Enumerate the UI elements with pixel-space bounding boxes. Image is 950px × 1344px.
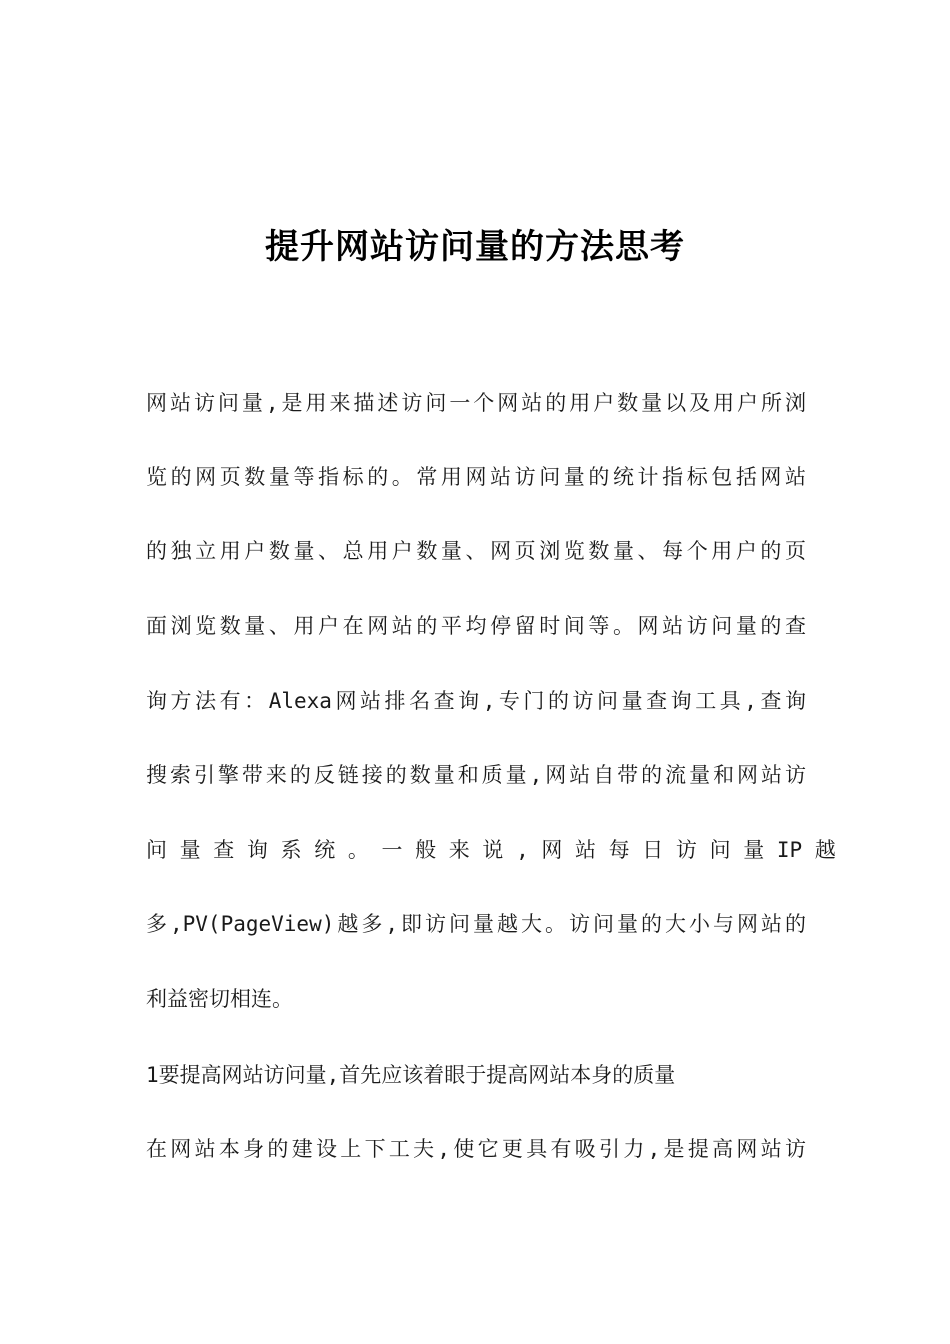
paragraph-line: 览的网页数量等指标的。常用网站访问量的统计指标包括网站	[146, 465, 806, 489]
paragraph-line: 搜索引擎带来的反链接的数量和质量,网站自带的流量和网站访	[146, 763, 806, 787]
paragraph-line: 面浏览数量、用户在网站的平均停留时间等。网站访问量的查	[146, 614, 806, 638]
paragraph-line: 的独立用户数量、总用户数量、网页浏览数量、每个用户的页	[146, 539, 806, 563]
section-heading: 1要提高网站访问量,首先应该着眼于提高网站本身的质量	[146, 1063, 676, 1087]
paragraph-line: 网站访问量,是用来描述访问一个网站的用户数量以及用户所浏	[146, 391, 806, 415]
paragraph-line: 多,PV(PageView)越多,即访问量越大。访问量的大小与网站的	[146, 912, 806, 936]
page-title: 提升网站访问量的方法思考	[265, 227, 685, 267]
paragraph-line: 在网站本身的建设上下工夫,使它更具有吸引力,是提高网站访	[146, 1137, 806, 1161]
paragraph-line: 问 量 查 询 系 统 。 一 般 来 说 , 网 站 每 日 访 问 量 IP 越	[146, 838, 836, 862]
paragraph-line: 利益密切相连。	[146, 987, 293, 1011]
paragraph-line: 询方法有：Alexa网站排名查询,专门的访问量查询工具,查询	[146, 689, 806, 713]
